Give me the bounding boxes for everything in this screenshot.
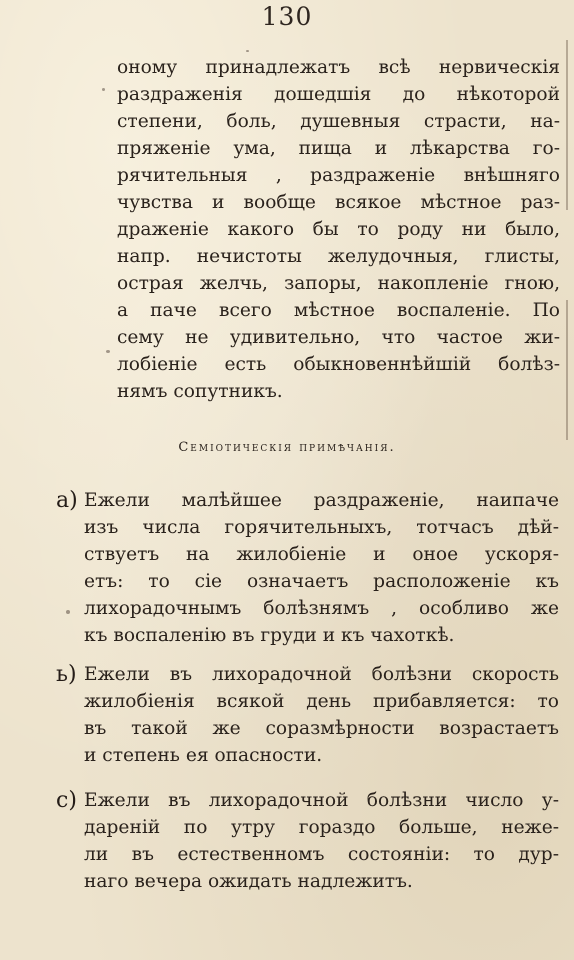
body-line-3: степени, боль, душевныя страсти, на-	[117, 111, 560, 132]
item-c-line-4: наго вечера ожидать надлежитъ.	[84, 871, 413, 892]
body-line-12: лобіеніе есть обыкновеннѣйшій болѣз-	[117, 354, 560, 375]
paper-speck	[66, 610, 70, 614]
item-b-line-4: и степень ея опасности.	[84, 745, 323, 766]
item-c-line-1: Ежели въ лихорадочной болѣзни число у-	[84, 790, 559, 811]
body-line-2: раздраженія дошедшія до нѣкоторой	[117, 84, 560, 105]
paper-speck	[106, 350, 110, 353]
item-c-line-2: дареній по утру гораздо больше, неже-	[84, 817, 559, 838]
item-a-marker: а)	[56, 488, 78, 513]
item-a-line-4: етъ: то сіе означаетъ расположеніе къ	[84, 571, 559, 592]
item-b-line-3: въ такой же соразмѣрности возрастаетъ	[84, 718, 559, 739]
item-c-marker: с)	[56, 788, 77, 813]
paper-speck	[102, 88, 105, 91]
margin-mark	[566, 40, 568, 210]
body-line-7: драженіе какого бы то роду ни было,	[117, 219, 560, 240]
item-a-line-1: Ежели малѣйшее раздраженіе, наипаче	[84, 490, 559, 511]
body-line-1: оному принадлежатъ всѣ нервическія	[117, 57, 560, 78]
item-a-line-6: къ воспаленію въ груди и къ чахоткѣ.	[84, 625, 455, 646]
item-a-line-2: изъ числа горячительныхъ, тотчасъ дѣй-	[84, 517, 559, 538]
body-line-5: рячительныя , раздраженіе внѣшняго	[117, 165, 560, 186]
item-b-marker: ь)	[56, 662, 77, 687]
body-line-11: сему не удивительно, что частое жи-	[117, 327, 560, 348]
body-line-9: острая желчь, запоры, накопленіе гною,	[117, 273, 560, 294]
body-line-10: а паче всего мѣстное воспаленіе. По	[117, 300, 560, 321]
item-b-line-2: жилобіенія всякой день прибавляется: то	[84, 691, 559, 712]
item-a-line-3: ствуетъ на жилобіеніе и оное ускоря-	[84, 544, 559, 565]
page-number: 130	[261, 2, 313, 31]
item-a-line-5: лихорадочнымъ болѣзнямъ , особливо же	[84, 598, 559, 619]
item-c-line-3: ли въ естественномъ состояніи: то дур-	[84, 844, 559, 865]
item-b-line-1: Ежели въ лихорадочной болѣзни скорость	[84, 664, 559, 685]
body-line-13: нямъ сопутникъ.	[117, 381, 283, 402]
body-line-4: пряженіе ума, пища и лѣкарства го-	[117, 138, 560, 159]
body-line-8: напр. нечистоты желудочныя, глисты,	[117, 246, 560, 267]
paper-speck	[246, 50, 249, 52]
section-heading: Семіотическія примѣчанія.	[178, 440, 396, 455]
body-line-6: чувства и вообще всякое мѣстное раз-	[117, 192, 560, 213]
margin-mark	[566, 300, 568, 440]
